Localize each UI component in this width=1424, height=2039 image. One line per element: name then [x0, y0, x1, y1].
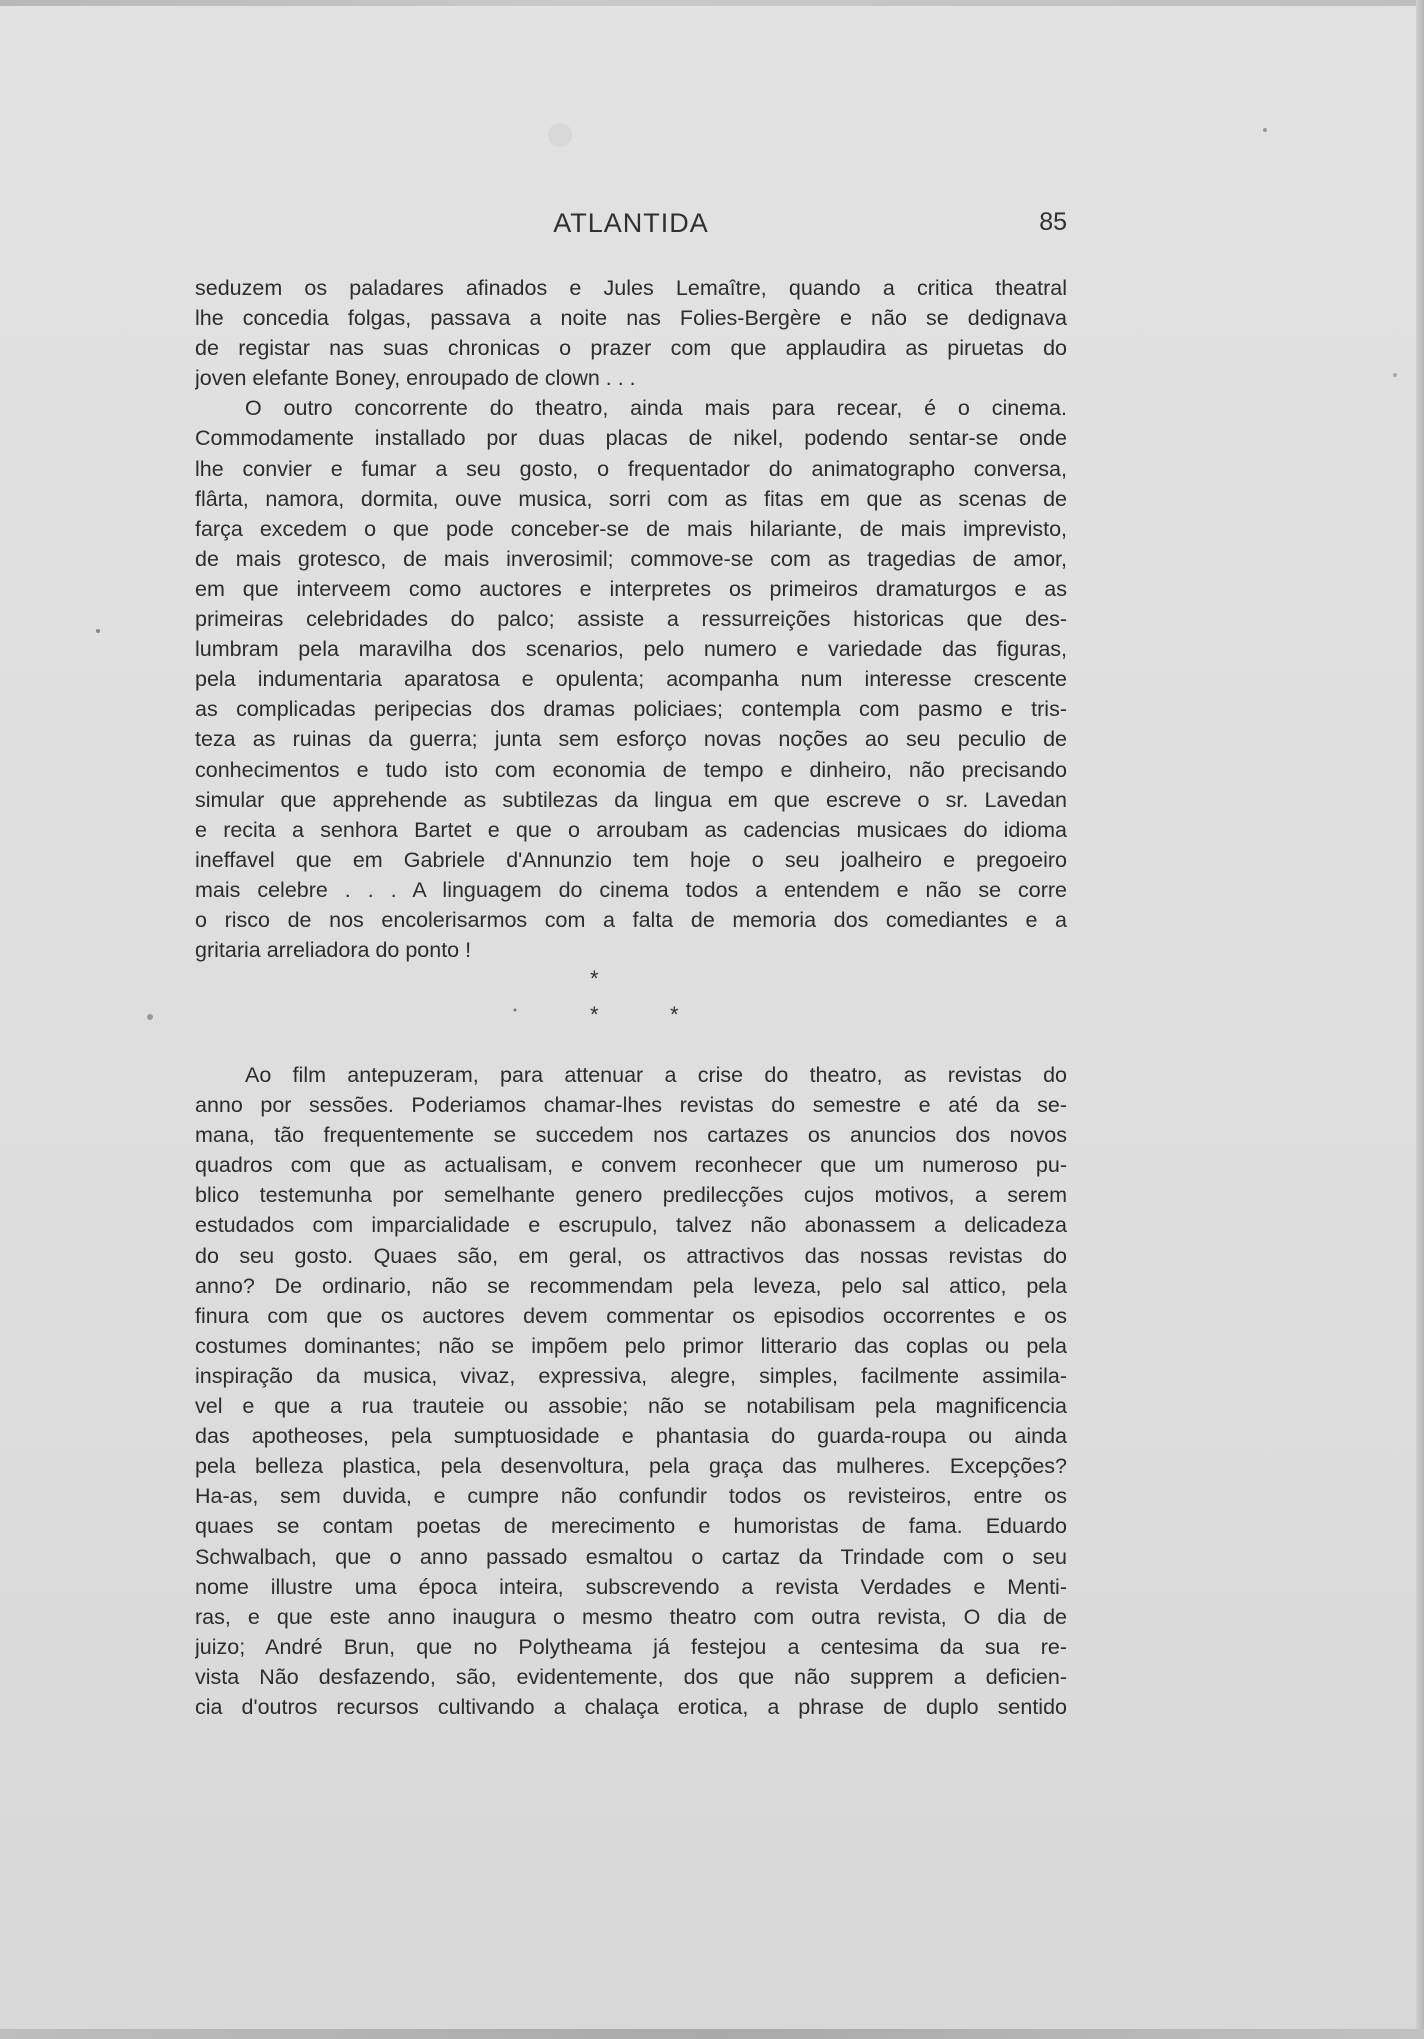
text-line: anno por sessões. Poderiamos chamar-lhes revistas do semestre e até da se- [195, 1093, 1067, 1118]
text-line: lhe convier e fumar a seu gosto, o frequentador do animatographo conversa, [195, 456, 1067, 481]
text-block-cinema [195, 273, 1067, 965]
text-line: flârta, namora, dormita, ouve musica, sorri com as fitas em que as scenas de [195, 486, 1067, 511]
text-line: juizo; André Brun, que no Polytheama já festejou a centesima da sua re- [195, 1634, 1067, 1659]
text-line: lumbram pela maravilha dos scenarios, pelo numero e variedade das figuras, [195, 637, 1067, 662]
text-line: joven elefante Boney, enroupado de clown . . . [195, 366, 636, 391]
text-line: Schwalbach, que o anno passado esmaltou o cartaz da Trindade com o seu [195, 1544, 1067, 1569]
text-line: de registar nas suas chronicas o prazer com que applaudira as piruetas do [195, 336, 1067, 361]
text-line: O outro concorrente do theatro, ainda mais para recear, é o cinema. [245, 396, 1067, 421]
text-line: teza as ruinas da guerra; junta sem esforço novas noções ao seu peculio de [195, 727, 1067, 752]
text-line: das apotheoses, pela sumptuosidade e phantasia do guarda-roupa ou ainda [195, 1424, 1067, 1449]
text-line: finura com que os auctores devem commentar os episodios occorrentes e os [195, 1303, 1067, 1328]
text-line: pela belleza plastica, pela desenvoltura, pela graça das mulheres. Excepções? [195, 1454, 1067, 1479]
text-line: o risco de nos encolerisarmos com a falta de memoria dos comediantes e a [195, 907, 1067, 932]
text-line: quaes se contam poetas de merecimento e humoristas de fama. Eduardo [195, 1514, 1067, 1539]
running-title: ATLANTIDA [553, 208, 709, 238]
text-line: e recita a senhora Bartet e que o arroubam as cadencias musicaes do idioma [195, 817, 1067, 842]
text-line: anno? De ordinario, não se recommendam pela leveza, pelo sal attico, pela [195, 1273, 1067, 1298]
text-line: Commodamente installado por duas placas de nikel, podendo sentar-se onde [195, 426, 1067, 451]
page-number: 85 [1039, 208, 1067, 236]
separator-star: * [590, 1002, 599, 1027]
text-line: primeiras celebridades do palco; assiste a ressurreições historicas que des- [195, 607, 1067, 632]
text-line: conhecimentos e tudo isto com economia de tempo e dinheiro, não precisando [195, 757, 1067, 782]
text-line: inspiração da musica, vivaz, expressiva, alegre, simples, facilmente assimila- [195, 1363, 1067, 1388]
page-bottom-edge [0, 2029, 1424, 2039]
text-line: em que interveem como auctores e interpretes os primeiros dramaturgos e as [195, 576, 1067, 601]
text-line: costumes dominantes; não se impõem pelo primor litterario das coplas ou pela [195, 1333, 1067, 1358]
text-line: estudados com imparcialidade e escrupulo, talvez não abonassem a delicadeza [195, 1213, 1067, 1238]
speck [96, 629, 100, 633]
text-line: quadros com que as actualisam, e convem reconhecer que um numeroso pu- [195, 1153, 1067, 1178]
text-line: cia d'outros recursos cultivando a chalaça erotica, a phrase de duplo sentido [195, 1694, 1067, 1719]
text-line: vista Não desfazendo, são, evidentemente, dos que não supprem a deficien- [195, 1664, 1067, 1689]
text-line: farça excedem o que pode conceber-se de mais hilariante, de mais imprevisto, [195, 516, 1067, 541]
text-line: seduzem os paladares afinados e Jules Lemaître, quando a critica theatral [195, 276, 1067, 300]
speck [1393, 373, 1397, 377]
text-line: vel e que a rua trauteie ou assobie; não se notabilisam pela magnificencia [195, 1394, 1067, 1419]
page-header [195, 208, 1067, 242]
separator-star: * [670, 1002, 679, 1027]
text-line: mais celebre . . . A linguagem do cinema todos a entendem e não se corre [195, 877, 1067, 902]
speck [548, 123, 572, 147]
text-line: gritaria arreliadora do ponto ! [195, 938, 472, 963]
text-line: mana, tão frequentemente se succedem nos cartazes os anuncios dos novos [195, 1123, 1067, 1148]
text-line: blico testemunha por semelhante genero predilecções cujos motivos, a serem [195, 1183, 1067, 1208]
speck [1263, 128, 1267, 132]
text-line: ras, e que este anno inaugura o mesmo theatro com outra revista, O dia de [195, 1604, 1067, 1629]
speck [147, 1014, 153, 1020]
text-line: do seu gosto. Quaes são, em geral, os attractivos das nossas revistas do [195, 1243, 1067, 1268]
text-line: simular que apprehende as subtilezas da lingua em que escreve o sr. Lavedan [195, 787, 1067, 812]
text-line: nome illustre uma época inteira, subscrevendo a revista Verdades e Menti- [195, 1574, 1067, 1599]
page-right-edge [1416, 0, 1424, 2039]
text-block-revistas [195, 1060, 1067, 1722]
text-line: as complicadas peripecias dos dramas policiaes; contempla com pasmo e tris- [195, 697, 1067, 722]
text-line: lhe concedia folgas, passava a noite nas Folies-Bergère e não se dedignava [195, 306, 1067, 331]
text-line: pela indumentaria aparatosa e opulenta; acompanha num interesse crescente [195, 667, 1067, 692]
separator-star: * [590, 966, 599, 991]
text-line: Ha-as, sem duvida, e cumpre não confundir todos os revisteiros, entre os [195, 1484, 1067, 1509]
text-line: Ao film antepuzeram, para attenuar a crise do theatro, as revistas do [245, 1063, 1067, 1087]
page-top-edge [0, 0, 1424, 6]
text-line: de mais grotesco, de mais inverosimil; commove-se com as tragedias de amor, [195, 546, 1067, 571]
text-line: ineffavel que em Gabriele d'Annunzio tem hoje o seu joalheiro e pregoeiro [195, 847, 1067, 872]
section-separator [195, 966, 1067, 1046]
